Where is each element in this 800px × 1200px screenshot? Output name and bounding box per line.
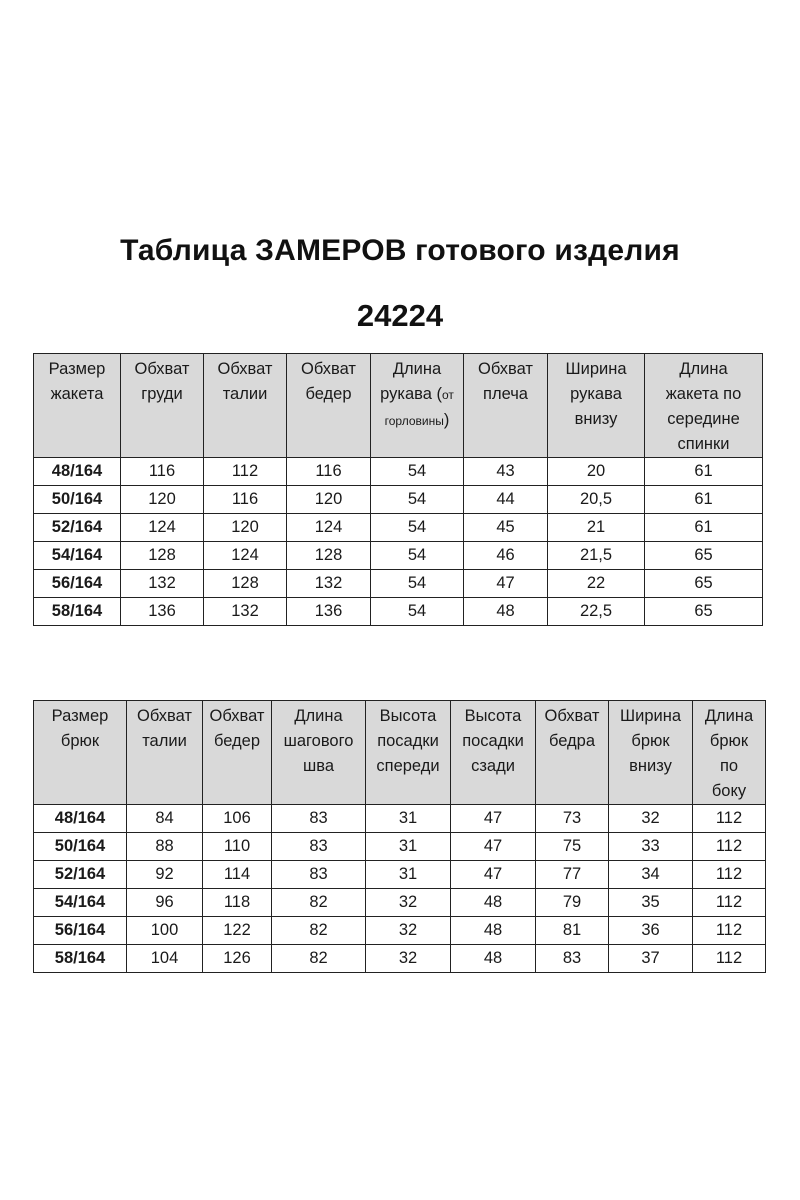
- table-cell: 132: [287, 570, 371, 598]
- header-text: Обхват: [137, 707, 192, 725]
- header-text: шва: [303, 757, 334, 775]
- header-cell-inseam-length: [272, 701, 366, 805]
- table-cell: 54: [371, 542, 464, 570]
- header-text: боку: [711, 782, 747, 800]
- table-cell: 112: [693, 805, 766, 833]
- header-text: ): [443, 411, 450, 429]
- header-text: внизу: [574, 410, 618, 428]
- table-cell: 128: [287, 542, 371, 570]
- header-text: по: [719, 757, 739, 775]
- header-cell-shoulder: [464, 354, 548, 458]
- table-cell: 120: [121, 486, 204, 514]
- table-cell: 114: [203, 861, 272, 889]
- table-cell: 136: [287, 598, 371, 626]
- header-text: Длина: [704, 707, 754, 725]
- table-cell: 48: [464, 598, 548, 626]
- table-cell: 124: [287, 514, 371, 542]
- table-cell: 65: [645, 542, 763, 570]
- table-cell: 79: [536, 889, 609, 917]
- table-cell: 116: [121, 458, 204, 486]
- table-row: [34, 917, 766, 945]
- table-row: [34, 833, 766, 861]
- table-cell: 83: [272, 833, 366, 861]
- table-cell: 31: [366, 833, 451, 861]
- table-cell: 118: [203, 889, 272, 917]
- table-cell: 61: [645, 458, 763, 486]
- table-cell: 65: [645, 570, 763, 598]
- header-text: бедер: [305, 385, 352, 403]
- table-cell: 75: [536, 833, 609, 861]
- table-cell: 112: [204, 458, 287, 486]
- table-cell: 110: [203, 833, 272, 861]
- size-cell: 48/164: [34, 458, 121, 486]
- table-cell: 82: [272, 945, 366, 973]
- table-row: [34, 805, 766, 833]
- table-cell: 47: [464, 570, 548, 598]
- header-text: плеча: [483, 385, 528, 403]
- header-text: груди: [141, 385, 183, 403]
- header-text: посадки: [462, 732, 524, 750]
- header-text-small: от: [441, 388, 454, 402]
- table-cell: 124: [121, 514, 204, 542]
- table-cell: 44: [464, 486, 548, 514]
- table-cell: 73: [536, 805, 609, 833]
- size-cell: 58/164: [34, 945, 127, 973]
- header-text: Ширина: [619, 707, 682, 725]
- table-cell: 132: [204, 598, 287, 626]
- header-text: Обхват: [209, 707, 265, 725]
- table-cell: 34: [609, 861, 693, 889]
- table-cell: 21: [548, 514, 645, 542]
- table-cell: 83: [272, 861, 366, 889]
- document-title: Таблица ЗАМЕРОВ готового изделия: [120, 234, 680, 267]
- table-cell: 83: [536, 945, 609, 973]
- table-cell: 96: [127, 889, 203, 917]
- size-cell: 56/164: [34, 570, 121, 598]
- header-cell-waist: [127, 701, 203, 805]
- table-cell: 122: [203, 917, 272, 945]
- table-cell: 88: [127, 833, 203, 861]
- table-cell: 82: [272, 889, 366, 917]
- header-text: Длина: [679, 360, 728, 378]
- table-cell: 106: [203, 805, 272, 833]
- header-text: Длина: [294, 707, 343, 725]
- table-cell: 31: [366, 805, 451, 833]
- table-cell: 84: [127, 805, 203, 833]
- table-cell: 36: [609, 917, 693, 945]
- table-cell: 104: [127, 945, 203, 973]
- header-text: середине: [667, 410, 740, 428]
- table-cell: 47: [451, 861, 536, 889]
- header-text: брюк: [60, 732, 100, 750]
- header-cell-jacket-size: [34, 354, 121, 458]
- header-cell-pants-size: [34, 701, 127, 805]
- table-row: [34, 486, 763, 514]
- header-text-small: горловины: [384, 414, 444, 428]
- header-text: Обхват: [301, 360, 356, 378]
- header-text: талии: [142, 732, 187, 750]
- header-cell-hips: [203, 701, 272, 805]
- table-cell: 54: [371, 458, 464, 486]
- table-cell: 43: [464, 458, 548, 486]
- table-cell: 46: [464, 542, 548, 570]
- table-cell: 33: [609, 833, 693, 861]
- header-text: рукава (: [380, 385, 442, 403]
- table-cell: 112: [693, 917, 766, 945]
- table-cell: 31: [366, 861, 451, 889]
- table-cell: 22: [548, 570, 645, 598]
- header-cell-front-rise: [366, 701, 451, 805]
- header-text: шагового: [283, 732, 354, 750]
- table-row: [34, 570, 763, 598]
- table-cell: 124: [204, 542, 287, 570]
- header-text: рукава: [570, 385, 622, 403]
- header-cell-waist: [204, 354, 287, 458]
- table-cell: 48: [451, 945, 536, 973]
- table-row: [34, 458, 763, 486]
- table-cell: 112: [693, 861, 766, 889]
- table-cell: 21,5: [548, 542, 645, 570]
- header-text: жакета: [50, 385, 104, 403]
- header-text: спереди: [376, 757, 440, 775]
- size-cell: 52/164: [34, 861, 127, 889]
- header-text: Высота: [464, 707, 522, 725]
- size-cell: 48/164: [34, 805, 127, 833]
- table-cell: 136: [121, 598, 204, 626]
- table-cell: 116: [287, 458, 371, 486]
- table-cell: 120: [287, 486, 371, 514]
- model-number: 24224: [356, 298, 444, 333]
- size-cell: 56/164: [34, 917, 127, 945]
- table-row: [34, 889, 766, 917]
- table-cell: 22,5: [548, 598, 645, 626]
- table-cell: 65: [645, 598, 763, 626]
- header-cell-hips: [287, 354, 371, 458]
- table-cell: 83: [272, 805, 366, 833]
- header-cell-jacket-length: [645, 354, 763, 458]
- table-cell: 61: [645, 514, 763, 542]
- table-cell: 20,5: [548, 486, 645, 514]
- size-cell: 52/164: [34, 514, 121, 542]
- table-cell: 32: [609, 805, 693, 833]
- table-cell: 37: [609, 945, 693, 973]
- jacket-measurements-table: [33, 353, 763, 626]
- table-cell: 48: [451, 917, 536, 945]
- table-cell: 32: [366, 945, 451, 973]
- header-cell-sleeve-length: [371, 354, 464, 458]
- header-cell-chest: [121, 354, 204, 458]
- table-cell: 116: [204, 486, 287, 514]
- header-text: Обхват: [134, 360, 190, 378]
- table-cell: 54: [371, 514, 464, 542]
- header-text: посадки: [377, 732, 439, 750]
- header-cell-back-rise: [451, 701, 536, 805]
- size-cell: 50/164: [34, 486, 121, 514]
- table-row: [34, 598, 763, 626]
- table-row: [34, 945, 766, 973]
- table-cell: 54: [371, 486, 464, 514]
- header-text: брюк: [709, 732, 749, 750]
- header-text: Размер: [48, 360, 106, 378]
- table-cell: 132: [121, 570, 204, 598]
- header-text: внизу: [629, 757, 672, 775]
- size-cell: 50/164: [34, 833, 127, 861]
- header-text: Обхват: [544, 707, 600, 725]
- header-text: Обхват: [217, 360, 273, 378]
- table-cell: 112: [693, 945, 766, 973]
- table-cell: 126: [203, 945, 272, 973]
- header-text: брюк: [631, 732, 670, 750]
- table-cell: 100: [127, 917, 203, 945]
- table-row: [34, 542, 763, 570]
- table-cell: 54: [371, 598, 464, 626]
- table-cell: 32: [366, 917, 451, 945]
- table-row: [34, 861, 766, 889]
- header-text: Обхват: [478, 360, 533, 378]
- header-cell-sleeve-width: [548, 354, 645, 458]
- table-cell: 92: [127, 861, 203, 889]
- table-cell: 112: [693, 889, 766, 917]
- table-cell: 120: [204, 514, 287, 542]
- table-cell: 48: [451, 889, 536, 917]
- header-text: Ширина: [565, 360, 627, 378]
- table-cell: 47: [451, 833, 536, 861]
- header-text: Высота: [379, 707, 437, 725]
- header-text: талии: [222, 385, 268, 403]
- table-cell: 45: [464, 514, 548, 542]
- header-cell-side-length: [693, 701, 766, 805]
- size-cell: 54/164: [34, 542, 121, 570]
- header-text: Размер: [51, 707, 109, 725]
- table-cell: 112: [693, 833, 766, 861]
- header-text: бедер: [213, 732, 261, 750]
- pants-measurements-table: [33, 700, 766, 973]
- table-cell: 81: [536, 917, 609, 945]
- pants-header-row: [34, 701, 766, 805]
- table-cell: 77: [536, 861, 609, 889]
- table-cell: 128: [204, 570, 287, 598]
- size-cell: 58/164: [34, 598, 121, 626]
- table-cell: 35: [609, 889, 693, 917]
- size-cell: 54/164: [34, 889, 127, 917]
- header-cell-thigh: [536, 701, 609, 805]
- header-text: жакета по: [665, 385, 742, 403]
- table-row: [34, 514, 763, 542]
- table-cell: 128: [121, 542, 204, 570]
- table-cell: 82: [272, 917, 366, 945]
- table-cell: 61: [645, 486, 763, 514]
- table-cell: 54: [371, 570, 464, 598]
- jacket-header-row: [34, 354, 763, 458]
- table-cell: 32: [366, 889, 451, 917]
- header-text: Длина: [392, 360, 442, 378]
- table-cell: 47: [451, 805, 536, 833]
- header-text: сзади: [471, 757, 515, 775]
- header-text: бедра: [548, 732, 596, 750]
- header-text: спинки: [677, 435, 730, 453]
- table-cell: 20: [548, 458, 645, 486]
- header-cell-hem-width: [609, 701, 693, 805]
